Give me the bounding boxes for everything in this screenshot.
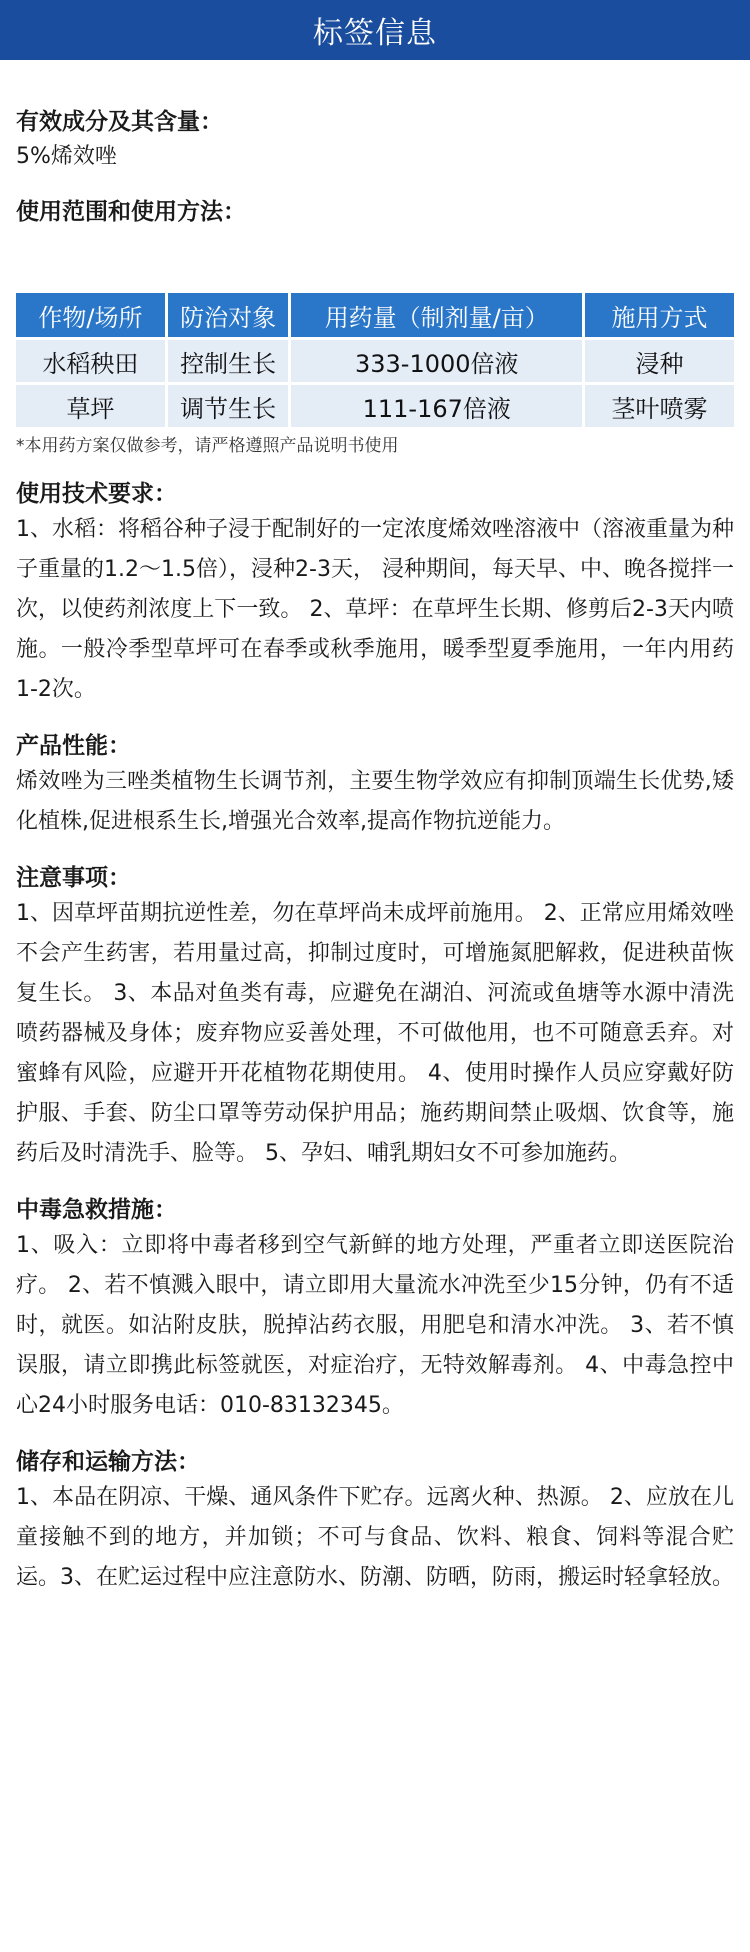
active-ingredient-title: 有效成分及其含量：: [16, 109, 223, 135]
usage-table: [13, 290, 737, 430]
performance-title: 产品性能：: [16, 733, 131, 759]
table-cell: 水稻秧田: [16, 340, 165, 382]
first-aid-body: 1、吸入：立即将中毒者移到空气新鲜的地方处理，严重者立即送医院治疗。 2、若不慎溅入眼中，请立即用大量流水冲洗至少15分钟，仍有不适时，就医。如沾附皮肤，脱掉沾药衣服，用肥皂和清水冲洗。 3、若不慎误服，请立即携此标签就医，对症治疗，无特效解毒剂。 4、中毒急控中心24小时服务电话：010-83132345。: [16, 1233, 734, 1418]
performance-section: [16, 730, 734, 842]
storage-body: 1、本品在阴凉、干燥、通风条件下贮存。远离火种、热源。 2、应放在儿童接触不到的地方，并加锁；不可与食品、饮料、粮食、饲料等混合贮运。3、在贮运过程中应注意防水、防潮、防晒，防雨，搬运时轻拿轻放。: [16, 1485, 734, 1590]
precautions-body: 1、因草坪苗期抗逆性差，勿在草坪尚未成坪前施用。 2、正常应用烯效唑不会产生药害，若用量过高，抑制过度时，可增施氮肥解救，促进秧苗恢复生长。 3、本品对鱼类有毒，应避免在湖泊、河流或鱼塘等水源中清洗喷药器械及身体；废弃物应妥善处理，不可做他用，也不可随意丢弃。对蜜蜂有风险，应避开开花植物花期使用。 4、使用时操作人员应穿戴好防护服、手套、防尘口罩等劳动保护用品；施药期间禁止吸烟、饮食等，施药后及时清洗手、脸等。 5、孕妇、哺乳期妇女不可参加施药。: [16, 901, 734, 1166]
page-title: 标签信息: [313, 16, 437, 51]
technique-section: [16, 478, 734, 710]
precautions-section: [16, 862, 734, 1174]
usage-scope-section: [16, 196, 734, 228]
first-aid-section: [16, 1194, 734, 1426]
performance-body: 烯效唑为三唑类植物生长调节剂，主要生物学效应有抑制顶端生长优势,矮化植株,促进根系生长,增强光合效率,提高作物抗逆能力。: [16, 769, 734, 834]
technique-body: 1、水稻：将稻谷种子浸于配制好的一定浓度烯效唑溶液中（溶液重量为种子重量的1.2～1.5倍），浸种2-3天， 浸种期间，每天早、中、晚各搅拌一次，以使药剂浓度上下一致。 2、草坪：在草坪生长期、修剪后2-3天内喷施。一般冷季型草坪可在春季或秋季施用，暖季型夏季施用，一年内用药1-2次。: [16, 517, 734, 702]
table-row: [16, 385, 734, 427]
table-header-cell: 防治对象: [168, 293, 289, 337]
table-cell: 草坪: [16, 385, 165, 427]
table-header-cell: 作物/场所: [16, 293, 165, 337]
table-row: [16, 340, 734, 382]
table-cell: 333-1000倍液: [291, 340, 582, 382]
storage-section: [16, 1446, 734, 1598]
table-cell: 调节生长: [168, 385, 289, 427]
table-header-row: [16, 293, 734, 337]
technique-title: 使用技术要求：: [16, 481, 177, 507]
table-cell: 111-167倍液: [291, 385, 582, 427]
first-aid-title: 中毒急救措施：: [16, 1197, 177, 1223]
table-cell: 浸种: [585, 340, 734, 382]
label-content: [0, 106, 750, 1598]
table-cell: 控制生长: [168, 340, 289, 382]
precautions-title: 注意事项：: [16, 865, 131, 891]
storage-title: 储存和运输方法：: [16, 1449, 200, 1475]
page-header: [0, 0, 750, 60]
usage-scope-title: 使用范围和使用方法：: [16, 199, 246, 225]
active-ingredient-value: 5%烯效唑: [16, 144, 117, 169]
usage-table-wrapper: [13, 290, 737, 430]
usage-table-note: *本用药方案仅做参考，请严格遵照产品说明书使用: [16, 436, 399, 456]
table-cell: 茎叶喷雾: [585, 385, 734, 427]
table-header-cell: 施用方式: [585, 293, 734, 337]
active-ingredient-section: [16, 106, 734, 174]
table-header-cell: 用药量（制剂量/亩）: [291, 293, 582, 337]
